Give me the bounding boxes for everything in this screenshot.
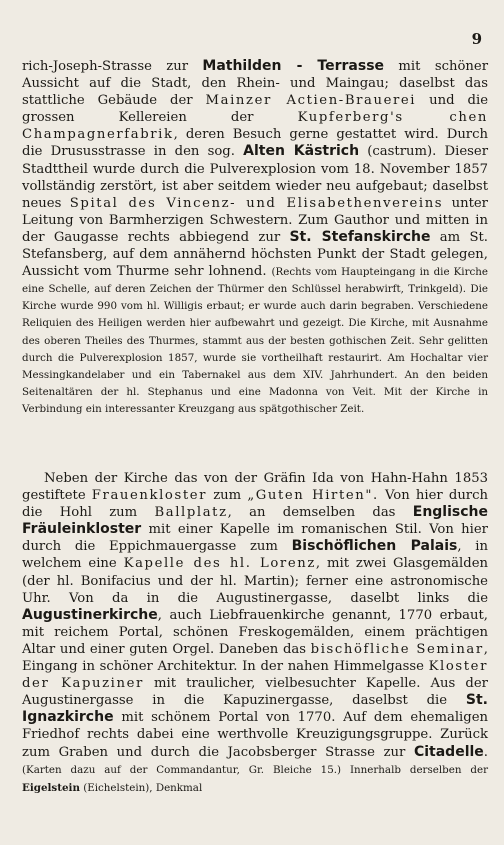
paragraph2-segment: , an demselben das (227, 505, 413, 521)
paragraph2-segment: St. Ignazkirche (22, 692, 488, 726)
paragraph1-segment: Alten Kästrich (243, 143, 360, 160)
paragraph1-segment: , deren Besuch gerne gestattet wird. Durch die Drususstrasse in den sog. (22, 127, 488, 160)
paragraph2-segment: Von hier durch die Hohl zum (22, 488, 488, 521)
paragraph2-segment: , auch Liebfrauenkirche genannt, 1770 erbaut, mit reichem Portal, schönen Freskogemälden, einem prächtigen Altar und einer guten Orgel. Daneben das (22, 607, 488, 657)
paragraph2-segment: Kapelle des hl. Lorenz (123, 556, 316, 572)
paragraph-mathilden-terrasse (22, 58, 488, 417)
paragraph1-segment: Kupferberg's chen Champagnerfabrik (22, 110, 488, 143)
paragraph2-segment: bischöfliche Seminar (310, 641, 484, 657)
paragraph2-segment: Frauenkloster (91, 488, 208, 504)
paragraph1-segment: Spital des Vincenz- und Elisabethenvereins (69, 195, 444, 211)
paragraph1-segment: mit schöner Aussicht auf die Stadt, den Rhein- und Maingau; daselbst das stattliche Gebäude der (22, 59, 489, 109)
paragraph2-segment: mit schönem Portal von 1770. Auf dem ehemaligen Friedhof rechts dabei eine werthvolle Kreuzigungsgruppe. Zurück zum Graben und durch die Jacobsberger Strasse zur (22, 710, 488, 760)
paragraph2-segment: (Karten dazu auf der Commandantur, Gr. Bleiche 15.) Innerhalb derselben der (22, 763, 488, 776)
paragraph2-segment: Bischöflichen Palais (291, 538, 458, 555)
paragraph1-segment: rich-Joseph-Strasse zur (22, 59, 203, 74)
paragraph2-segment: Kloster der Kapuziner (22, 659, 488, 692)
paragraph2-segment: „Guten Hirten". (247, 488, 379, 504)
paragraph1-segment: unter Leitung von Barmherzigen Schwestern. Zum Gauthor und mitten in der Gaugasse rechts abbiegend zur (22, 195, 488, 245)
paragraph2-segment: (Eichelstein), Denkmal (79, 781, 203, 794)
paragraph2-segment: Ballplatz (154, 505, 228, 521)
paragraph2-segment: zum (207, 488, 248, 504)
paragraph2-segment: Augustinerkirche (22, 606, 158, 623)
paragraph1-segment: Mainzer Actien-Brauerei (205, 93, 417, 109)
paragraph2-segment: mit einer Kapelle im romanischen Stil. Von hier durch die Eppichmauergasse zum (22, 522, 488, 555)
paragraph1-segment: und die grossen Kellereien der (22, 93, 489, 126)
paragraph2-segment: . (483, 744, 488, 760)
paragraph2-segment: mit traulicher, vielbesuchter Kapelle. Aus der Augustinergasse in die Kapuzinergasse, daselbst die (22, 676, 488, 709)
paragraph1-segment: (Rechts vom Haupteingang in die Kirche eine Schelle, auf deren Zeichen der Thürmer den Schlüssel herabwirft, Trinkgeld). Die Kirche wurde 990 vom hl. Willigis erbaut; er wurde auch darin begraben. Verschiedene Reliquien des Heiligen werden hier aufbewahrt und gezeigt. Die Kirche, mit Ausnahme des oberen Theiles des Thurmes, stammt aus der besten gothischen Zeit. Sehr gelitten durch die Pulverexplosion 1857, wurde sie vortheilhaft restaurirt. Am Hochaltar vier Messingkandelaber und ein Tabernakel aus dem XIV. Jahrhundert. An den beiden Seitenaltären der hl. Stephanus und eine Madonna von Veit. Mit der Kirche in Verbindung ein interessanter Kreuzgang aus spätgothischer Zeit. (22, 266, 488, 415)
paragraph2-segment: Citadelle (413, 743, 484, 760)
paragraph1-segment: (castrum). Dieser Stadttheil wurde durch die Pulverexplosion vom 18. November 1857 vollständig zerstört, ist aber seitdem wieder neu aufgebaut; daselbst neues (22, 144, 489, 211)
paragraph2-segment: , in welchem eine (22, 539, 488, 572)
paragraph2-segment: Neben der Kirche das von der Gräfin Ida von Hahn-Hahn 1853 gestiftete (22, 471, 488, 504)
paragraph1-segment: Mathilden - Terrasse (202, 58, 385, 74)
paragraph1-segment: St. Stefanskirche (289, 228, 431, 245)
paragraph2-segment: Eigelstein (22, 781, 80, 794)
page-number: 9 (471, 30, 482, 48)
paragraph2-segment: , mit zwei Glasgemälden (der hl. Bonifacius und der hl. Martin); ferner eine astronomische Uhr. Von da in die Augustinergasse, daselbt links die (22, 556, 489, 606)
paragraph-frauenkloster (22, 470, 488, 797)
paragraph1-segment: am St. Stefansberg, auf dem annähernd höchsten Punkt der Stadt gelegen, Aussicht vom Thurme sehr lohnend. (22, 229, 488, 280)
paragraph2-segment: Englische Fräuleinkloster (22, 504, 488, 538)
paragraph2-segment: , Eingang in schöner Architektur. In der nahen Himmelgasse (22, 641, 488, 675)
